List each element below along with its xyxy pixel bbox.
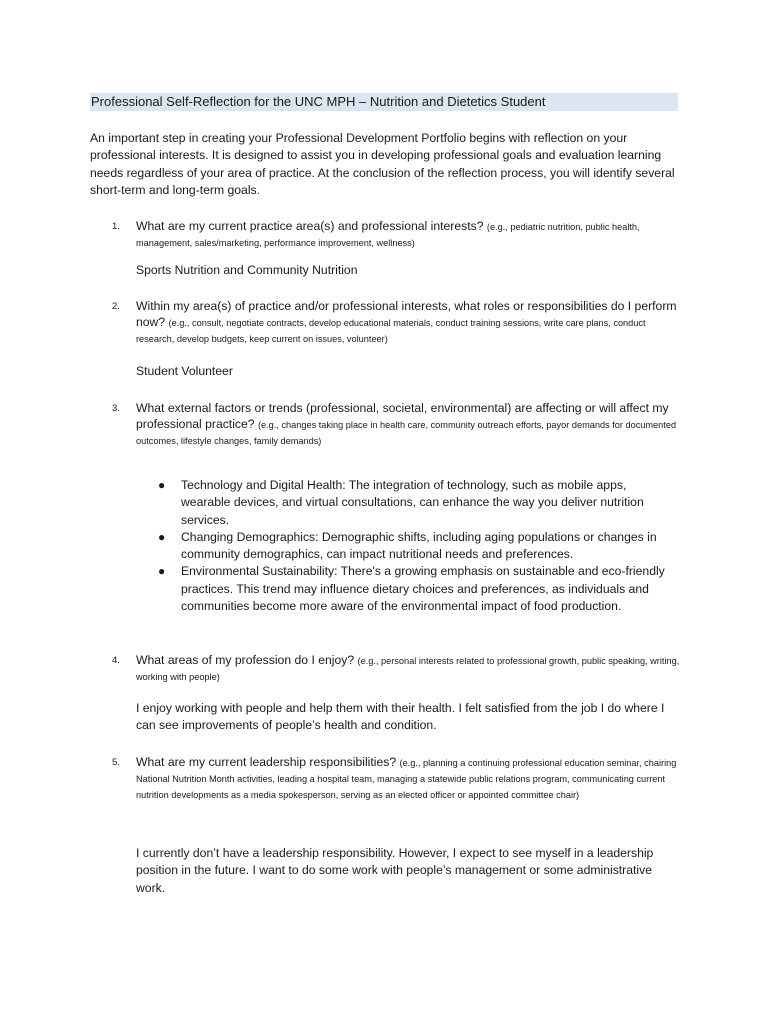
bullet-icon: ● [158, 529, 166, 544]
answer-2: Student Volunteer [136, 364, 233, 378]
question-number: 4. [112, 655, 120, 666]
question-number: 2. [112, 301, 120, 312]
answer-5: I currently don’t have a leadership responsibility. However, I expect to see myself in a leadership position in the future. I want to do some work with people’s management or some administrative work. [136, 846, 654, 895]
bullet-icon: ● [158, 478, 166, 492]
trends-list [158, 477, 678, 615]
document-title: Professional Self-Reflection for the UNC MPH – Nutrition and Dietetics Student [90, 93, 678, 111]
question-text: What areas of my profession do I enjoy? [136, 653, 355, 667]
answer-1: Sports Nutrition and Community Nutrition [136, 263, 358, 277]
question-examples: (e.g., changes taking place in health care, community outreach efforts, payor demands for documented outcomes, lifestyle changes, family demands) [136, 420, 677, 446]
question-number: 1. [112, 221, 120, 232]
question-examples: (e.g., personal interests related to professional growth, public speaking, writing, working with people) [136, 656, 680, 682]
list-item [158, 529, 678, 564]
list-item [158, 477, 678, 529]
question-text: What are my current leadership responsibilities? [136, 755, 397, 769]
question-number: 5. [112, 757, 120, 768]
question-text: What external factors or trends (professional, societal, environmental) are affecting or will affect my professional practice? [136, 401, 669, 431]
question-examples: (e.g., consult, negotiate contracts, develop educational materials, conduct training sessions, write care plans, conduct research, develop budgets, keep current on issues, volunteer) [136, 318, 646, 344]
intro-paragraph: An important step in creating your Professional Development Portfolio begins with reflection on your professional interests. It is designed to assist you in developing professional goals and evaluation learning needs regardless of your area of practice. At the conclusion of the reflection process, you will identify several short-term and long-term goals. [90, 131, 675, 197]
list-item-text: Environmental Sustainability: There's a growing emphasis on sustainable and eco-friendly practices. This trend may influence dietary choices and preferences, as individuals and communities become more aware of the environmental impact of food production. [181, 564, 665, 614]
question-1 [112, 218, 682, 250]
question-5 [112, 754, 682, 802]
question-4 [112, 652, 682, 684]
question-3 [112, 400, 682, 448]
question-number: 3. [112, 403, 120, 414]
answer-4: I enjoy working with people and help them with their health. I felt satisfied from the job I do where I can see improvements of people’s health and condition. [136, 701, 665, 733]
question-examples: (e.g., planning a continuing professional education seminar, chairing National Nutrition Month activities, leading a hospital team, managing a statewide public relations program, communicating current nutrition developments as a media spokesperson, serving as an elected officer or appointed committee chair) [136, 758, 677, 800]
list-item [158, 563, 678, 615]
question-text: What are my current practice area(s) and professional interests? [136, 219, 484, 233]
list-item-text: Changing Demographics: Demographic shifts, including aging populations or changes in community demographics, can impact nutritional needs and preferences. [181, 529, 657, 562]
list-item-text: Technology and Digital Health: The integration of technology, such as mobile apps, wearable devices, and virtual consultations, can enhance the way you deliver nutrition services. [181, 478, 644, 527]
question-examples: (e.g., pediatric nutrition, public health, management, sales/marketing, performance improvement, wellness) [136, 222, 640, 248]
question-text: Within my area(s) of practice and/or professional interests, what roles or responsibilities do I perform now? [136, 299, 677, 329]
question-2 [112, 298, 682, 346]
bullet-icon: ● [158, 564, 166, 579]
